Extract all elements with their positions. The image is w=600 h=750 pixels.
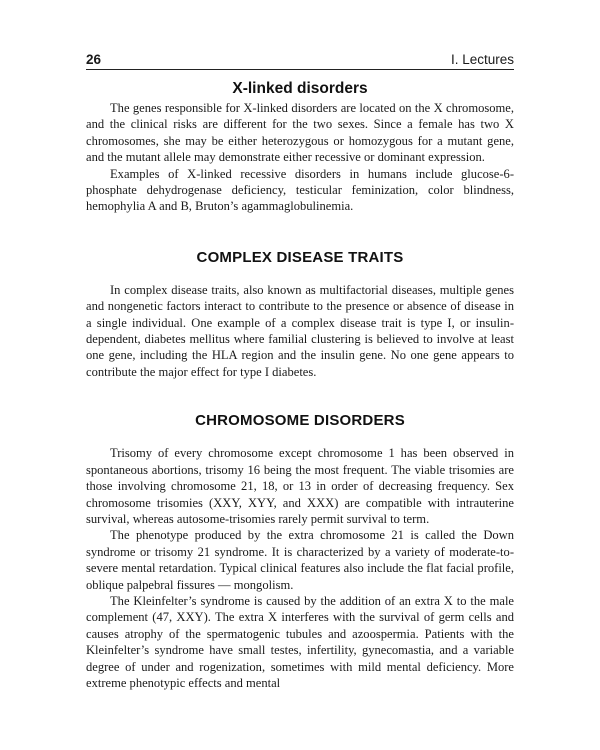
section-heading-chromosome-disorders: CHROMOSOME DISORDERS xyxy=(195,412,405,430)
page-header xyxy=(86,52,514,70)
paragraph: Trisomy of every chromosome except chromosome 1 has been observed in spontaneous abortions, trisomy 16 being the most frequent. The viable trisomies are those involving chromosome 21, 18, or 13 in order of decreasing frequency. Sex chromosome trisomies (XXY, XYY, and XXX) are compatible with intrauterine survival, whereas autosome-trisomies rarely permit survival to term. xyxy=(86,446,514,526)
paragraph: The Kleinfelter’s syndrome is caused by the addition of an extra X to the male complement (47, XXY). The extra X interferes with the survival of germ cells and causes atrophy of the spermatogenic tubules and azoospermia. Patients with the Kleinfelter’s syndrome have small testes, infertility, gynecomastia, and a variable degree of under and rogenization, sometimes with mild mental deficiency. More extreme phenotypic effects and mental xyxy=(86,593,514,690)
paragraph: The genes responsible for X-linked disorders are located on the X chromosome, and the clinical risks are different for the two sexes. Since a female has two X chromosomes, she may be either heterozygous or homozygous for a mutant gene, and the mutant allele may demonstrate either recessive or dominant expression. xyxy=(86,101,514,165)
page-number: 26 xyxy=(86,52,102,67)
paragraph: In complex disease traits, also known as multifactorial diseases, multiple genes and nongenetic factors interact to contribute to the presence or absence of disease in a single individual. One example of a complex disease trait is type I, or insulin-dependent, diabetes mellitus where familial clustering is believed to involve at least one gene, including the HLA region and the insulin gene. No one gene appears to contribute the major effect for type I diabetes. xyxy=(86,282,514,379)
running-title: I. Lectures xyxy=(450,52,514,67)
book-page xyxy=(86,52,514,691)
paragraph: Examples of X-linked recessive disorders in humans include glucose-6-phosphate dehydrogenase deficiency, testicular feminization, color blindness, hemophylia A and B, Bruton’s agammaglobulinemia. xyxy=(86,166,514,214)
section-heading-x-linked: X-linked disorders xyxy=(232,80,368,97)
section-heading-complex-traits: COMPLEX DISEASE TRAITS xyxy=(196,248,404,266)
paragraph: The phenotype produced by the extra chromosome 21 is called the Down syndrome or trisomy 21 syndrome. It is characterized by a variety of moderate-to-severe mental retardation. Typical clinical features also include the flat facial profile, oblique palpebral fissures — mongolism. xyxy=(86,528,514,592)
